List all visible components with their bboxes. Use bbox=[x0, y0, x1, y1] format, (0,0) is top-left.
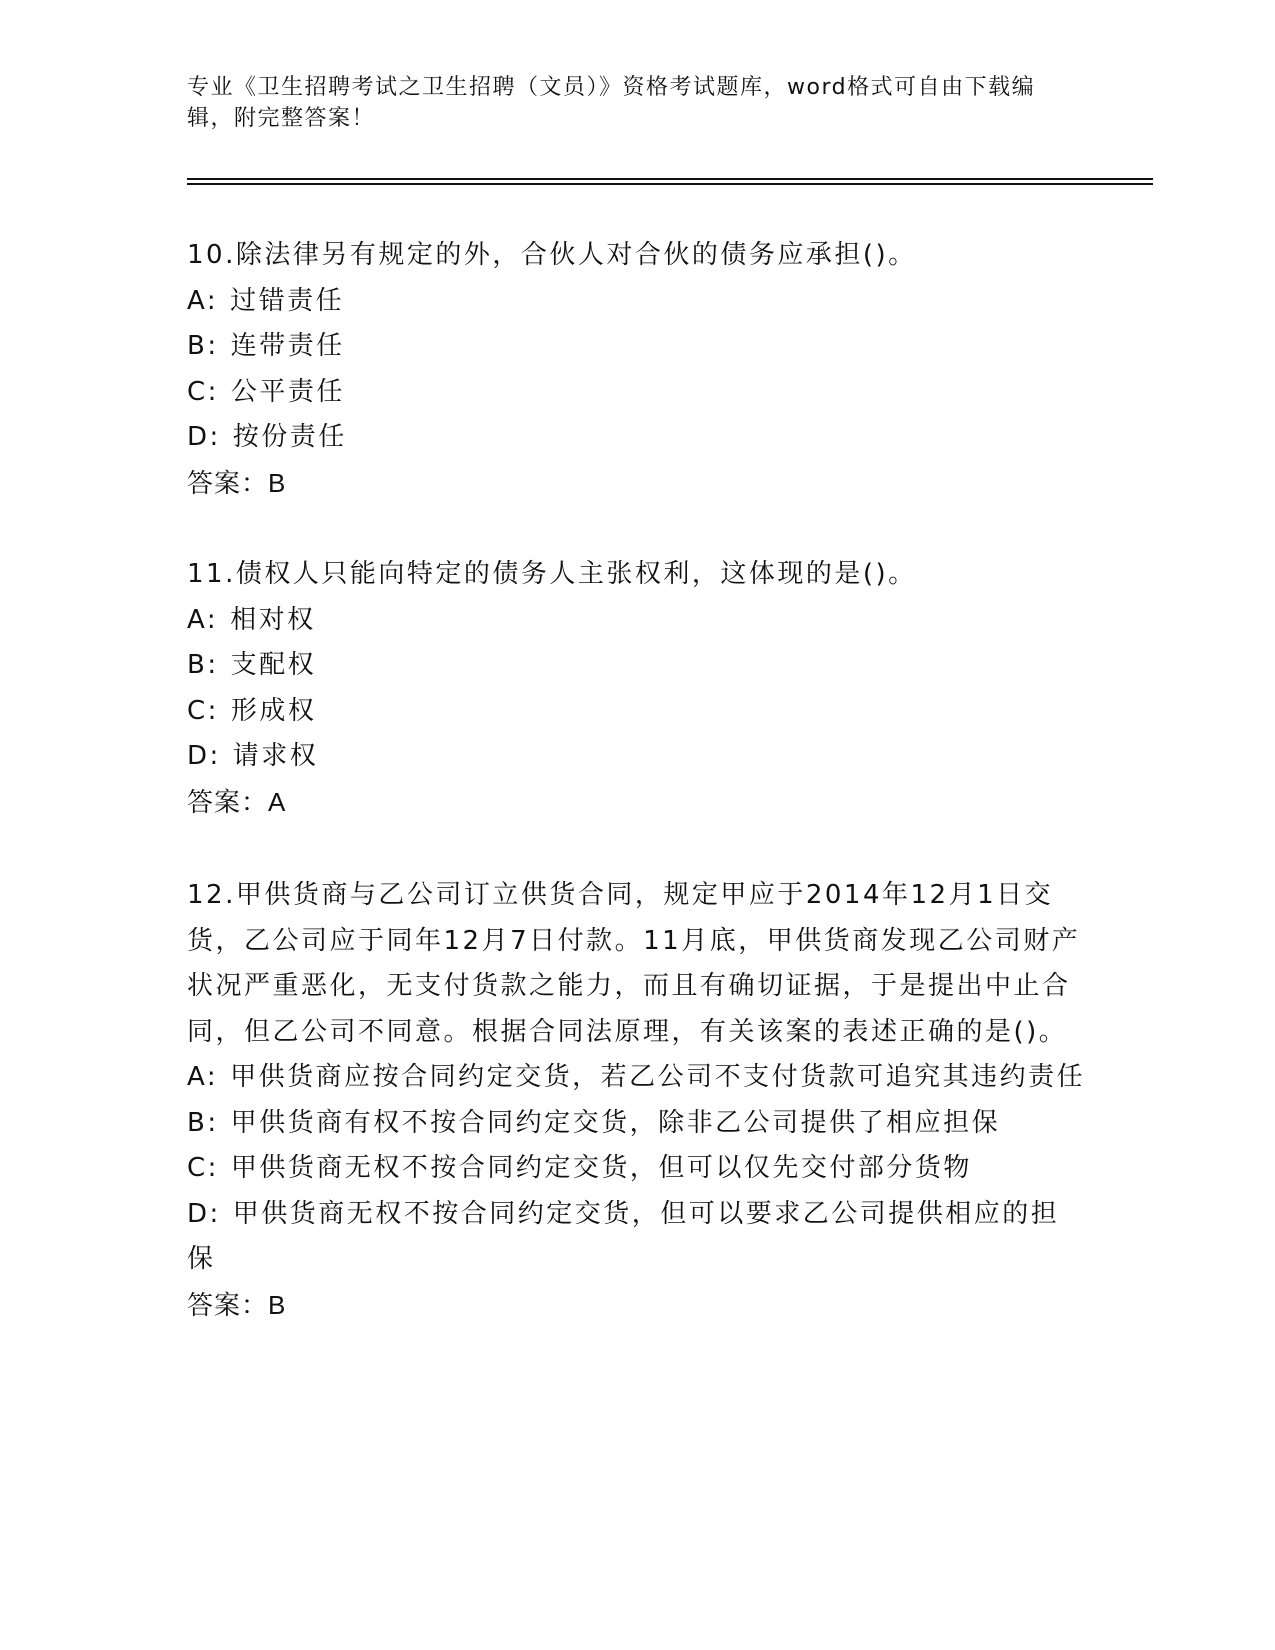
option-text: 过错责任 bbox=[230, 285, 345, 316]
option-text: 支配权 bbox=[230, 650, 317, 680]
option-key: C: bbox=[187, 1153, 219, 1183]
option-c bbox=[187, 1146, 1087, 1192]
option-b bbox=[187, 324, 1087, 370]
option-text: 连带责任 bbox=[230, 331, 345, 361]
option-key: A: bbox=[187, 1062, 219, 1092]
option-b bbox=[187, 1101, 1087, 1147]
option-a bbox=[187, 1055, 1087, 1101]
header-divider-top bbox=[187, 178, 1153, 180]
option-key: A: bbox=[187, 604, 219, 635]
option-text: 甲供货商有权不按合同约定交货，除非乙公司提供了相应担保 bbox=[230, 1107, 1001, 1138]
option-b bbox=[187, 643, 1087, 689]
answer-line: 答案：A bbox=[187, 786, 287, 817]
option-c bbox=[187, 370, 1087, 416]
option-text: 相对权 bbox=[230, 604, 316, 635]
option-a bbox=[187, 598, 1087, 644]
option-d bbox=[187, 734, 1087, 780]
option-key: D: bbox=[187, 1198, 221, 1229]
option-text: 请求权 bbox=[232, 741, 319, 771]
header-divider-bottom bbox=[187, 183, 1153, 185]
question-10 bbox=[187, 233, 1087, 506]
option-key: A: bbox=[187, 285, 219, 316]
question-stem: 12.甲供货商与乙公司订立供货合同，规定甲应于2014年12月1日交货，乙公司应于同年12月7日付款。11月底，甲供货商发现乙公司财产状况严重恶化，无支付货款之能力，而且有确切证据，于是提出中止合同，但乙公司不同意。根据合同法原理，有关该案的表述正确的是()。 bbox=[187, 880, 1081, 1047]
option-text: 甲供货商无权不按合同约定交货，但可以要求乙公司提供相应的担保 bbox=[187, 1198, 1060, 1274]
option-key: B: bbox=[187, 1107, 219, 1138]
question-stem: 10.除法律另有规定的外，合伙人对合伙的债务应承担()。 bbox=[187, 240, 917, 270]
question-stem: 11.债权人只能向特定的债务人主张权利，这体现的是()。 bbox=[187, 559, 917, 589]
question-12 bbox=[187, 873, 1087, 1328]
option-a bbox=[187, 279, 1087, 325]
option-key: D: bbox=[187, 741, 221, 771]
question-11 bbox=[187, 552, 1087, 825]
option-text: 甲供货商无权不按合同约定交货，但可以仅先交付部分货物 bbox=[230, 1153, 972, 1183]
answer-line: 答案：B bbox=[187, 467, 287, 498]
option-key: B: bbox=[187, 650, 219, 680]
option-text: 公平责任 bbox=[230, 376, 345, 407]
option-text: 形成权 bbox=[230, 695, 317, 726]
option-key: C: bbox=[187, 376, 219, 407]
option-key: D: bbox=[187, 422, 221, 452]
option-d bbox=[187, 415, 1087, 461]
option-d bbox=[187, 1192, 1087, 1283]
option-key: B: bbox=[187, 331, 219, 361]
option-key: C: bbox=[187, 695, 219, 726]
document-header bbox=[187, 72, 1067, 134]
header-text: 专业《卫生招聘考试之卫生招聘（文员）》资格考试题库，word格式可自由下载编辑，附完整答案！ bbox=[187, 75, 1036, 131]
answer-line: 答案：B bbox=[187, 1289, 287, 1320]
option-text: 甲供货商应按合同约定交货，若乙公司不支付货款可追究其违约责任 bbox=[230, 1062, 1086, 1092]
option-text: 按份责任 bbox=[232, 422, 347, 452]
option-c bbox=[187, 689, 1087, 735]
